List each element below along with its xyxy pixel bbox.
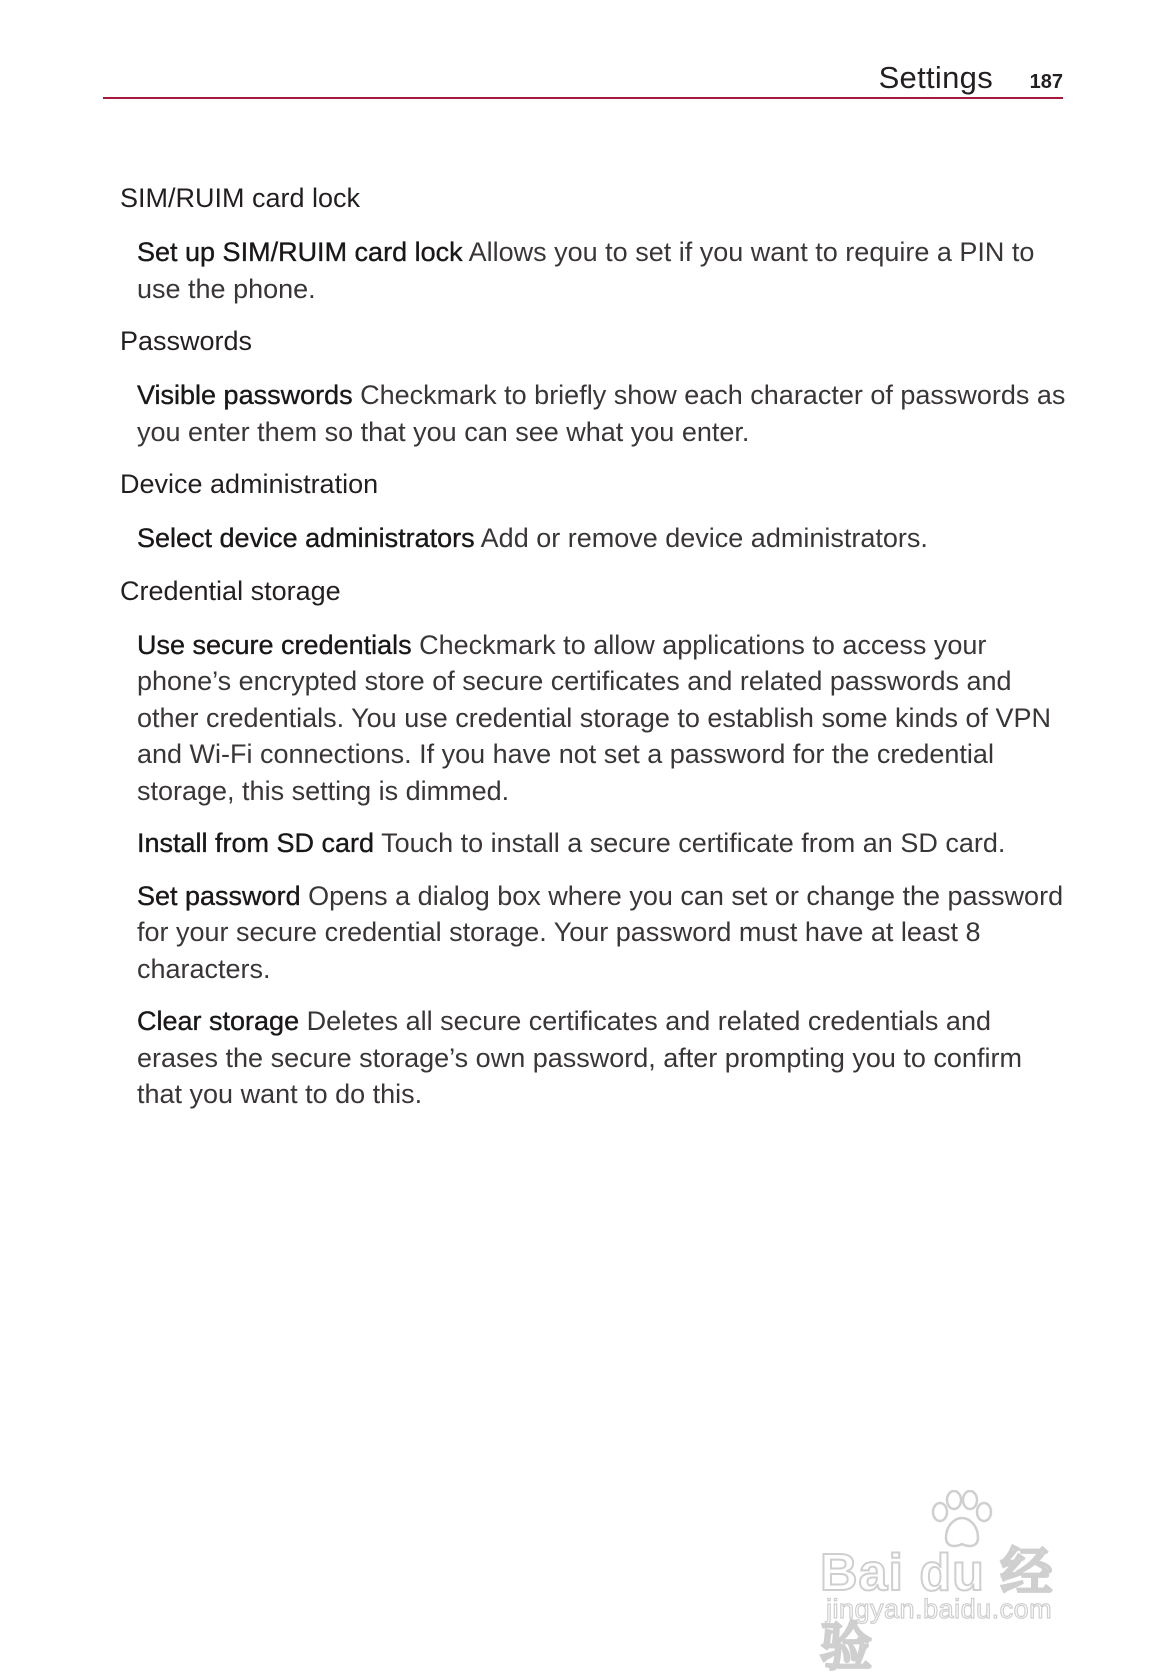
setting-description: Deletes all secure certificates and related credentials and erases the secure storage’s own password, after prompting you to confirm that you want to do this. xyxy=(137,1006,1022,1109)
section-device-administration xyxy=(120,466,1070,557)
setting-entry xyxy=(137,825,1070,862)
setting-entry xyxy=(137,627,1070,810)
setting-entry xyxy=(137,1003,1070,1113)
document-body xyxy=(120,180,1070,1129)
setting-description: Checkmark to allow applications to access your phone’s encrypted store of secure certificates and related passwords and other credentials. You use credential storage to establish some kinds of VPN and Wi-Fi connections. If you have not set a password for the credential storage, this setting is dimmed. xyxy=(137,629,1052,806)
section-heading: Credential storage xyxy=(120,575,341,606)
setting-entry xyxy=(137,520,1070,557)
page-number: 187 xyxy=(1029,71,1063,93)
setting-entry xyxy=(137,878,1070,988)
section-sim-card-lock xyxy=(120,180,1070,307)
setting-term: Install from SD card xyxy=(137,828,375,858)
setting-term: Select device administrators xyxy=(137,523,475,553)
watermark-brand: Bai du 经验 xyxy=(820,1544,1054,1677)
setting-description: Opens a dialog box where you can set or change the password for your secure credential storage. Your password must have at least 8 characters. xyxy=(137,880,1064,984)
section-credential-storage xyxy=(120,573,1070,1113)
setting-description: Allows you to set if you want to require a PIN to use the phone. xyxy=(137,237,1035,304)
page-title: Settings xyxy=(878,60,993,95)
setting-term: Set up SIM/RUIM card lock xyxy=(137,237,463,267)
section-heading: Passwords xyxy=(120,326,253,356)
page-header xyxy=(103,58,1063,102)
setting-description: Touch to install a secure certificate from an SD card. xyxy=(381,828,1006,858)
setting-term: Visible passwords xyxy=(137,380,353,410)
setting-description: Add or remove device administrators. xyxy=(480,523,928,553)
setting-term: Use secure credentials xyxy=(137,629,412,660)
setting-term: Clear storage xyxy=(137,1006,300,1036)
section-passwords xyxy=(120,323,1070,450)
setting-entry xyxy=(137,234,1070,307)
setting-description: Checkmark to briefly show each character of passwords as you enter them so that you can see what you enter. xyxy=(137,380,1066,447)
section-heading: Device administration xyxy=(120,469,379,499)
setting-term: Set password xyxy=(137,880,301,911)
header-divider xyxy=(103,97,1063,99)
section-heading: SIM/RUIM card lock xyxy=(120,183,361,213)
baidu-jingyan-watermark xyxy=(820,1490,1100,1677)
setting-entry xyxy=(137,377,1070,450)
watermark-url: jingyan.baidu.com xyxy=(826,1594,1053,1624)
